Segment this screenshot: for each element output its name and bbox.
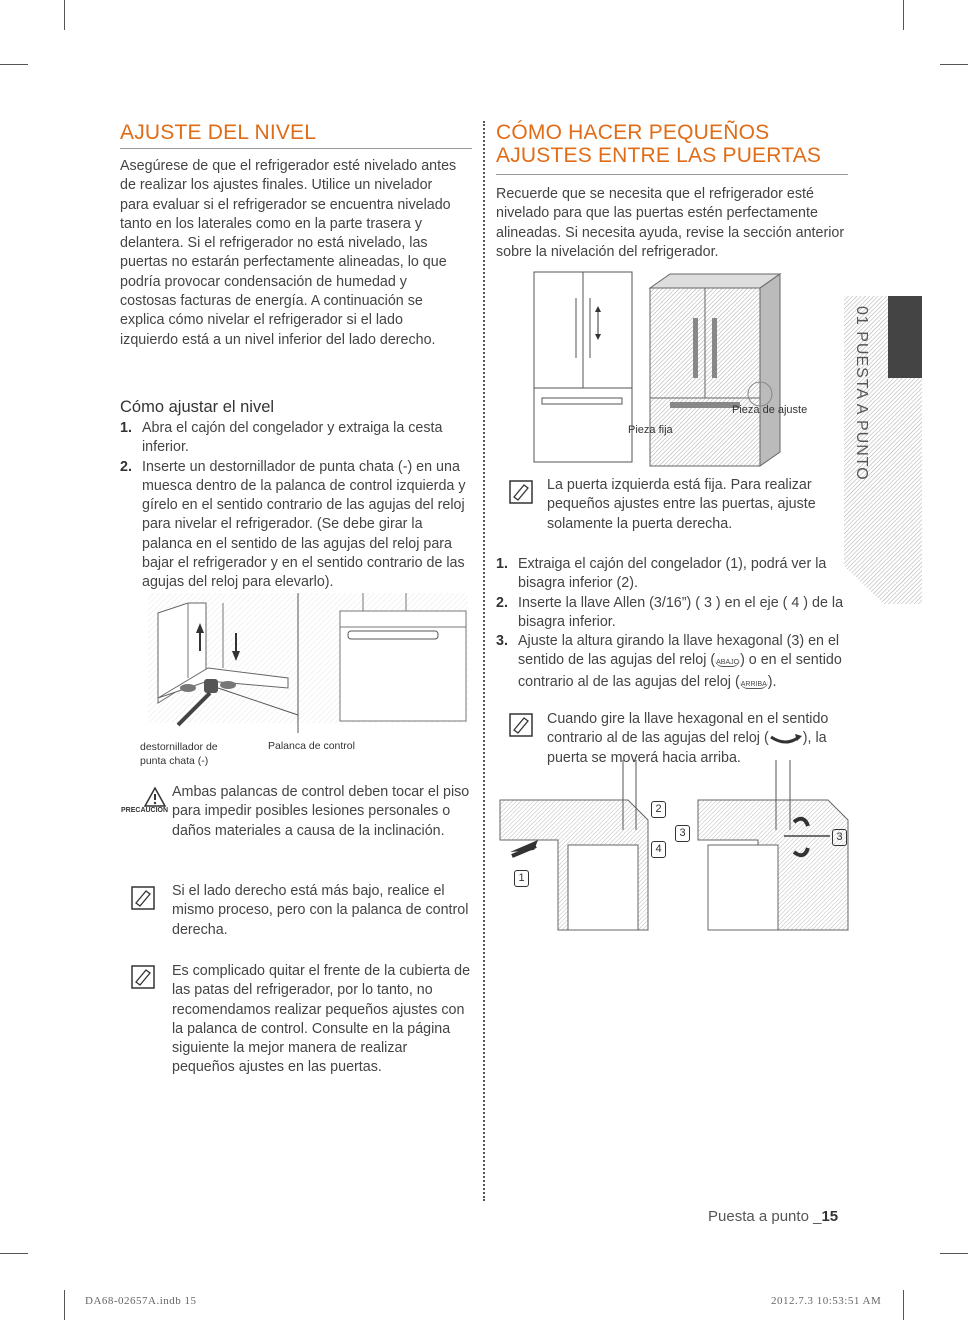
level-intro (120, 157, 462, 350)
callout-ref: 3 (703, 594, 712, 611)
crop-mark (903, 0, 904, 30)
title-line: CÓMO HACER PEQUEÑOS (496, 121, 770, 144)
figure-caption-screwdriver (140, 740, 218, 768)
counterclockwise-arrow-icon: ARRIBA (740, 680, 767, 688)
step-text: Inserte la llave Allen (3/16”) ( (518, 594, 704, 611)
callout-ref: 2 (621, 575, 630, 592)
step-text: ). (767, 673, 777, 690)
page-number: 15 (821, 1208, 839, 1225)
label-adjustable-part: Pieza de ajuste (732, 404, 808, 416)
caption-line: punta chata (-) (140, 755, 209, 767)
list-item (120, 458, 472, 593)
step-number: 2. (496, 594, 508, 611)
crop-mark (64, 0, 65, 30)
callout-badge: 2 (651, 801, 666, 818)
crop-mark (0, 64, 28, 65)
note-text: ), la puerta se moverá hacia arriba. (547, 730, 827, 766)
step-number: 3. (496, 633, 508, 650)
chapter-side-tab (844, 296, 922, 604)
crop-mark (64, 1290, 65, 1320)
note-icon (131, 886, 155, 910)
side-tab-label: 01 PUESTA A PUNTO (853, 306, 870, 481)
crop-mark (940, 64, 968, 65)
step-text: ) en el eje ( (711, 594, 792, 611)
note-text: Cuando gire la llave hexagonal en el sentido contrario al de las agujas del reloj ( (547, 711, 829, 747)
note-right-side-lower: Si el lado derecho está más bajo, realice el mismo proceso, pero con la palanca de control derecha. (172, 883, 469, 938)
list-item (120, 419, 472, 458)
step-number: 1. (496, 556, 508, 572)
note-icon (509, 480, 533, 504)
figure-caption-control-lever: Palanca de control (268, 740, 355, 752)
callout-ref: 4 (791, 594, 800, 611)
level-intro-text: Asegúrese de que el refrigerador esté nivelado antes de realizar los ajustes finales. Utilice un nivelador para evaluar si el refrigerador se encuentra nivelado tanto en los laterales como en la parte trasera y delantera. Si el refrigerador no está nivelado, las puertas no estarán perfectamente alineadas, lo que podría provocar condensación de humedad y costosas facturas de energía. A continuación se explica cómo nivelar el refrigerador si el lado izquierdo está a un nivel inferior del lado derecho. (120, 158, 457, 348)
print-file-info: DA68-02657A.indb 15 (85, 1295, 197, 1307)
clockwise-arrow-icon: ABAJO (716, 659, 740, 667)
note-icon (509, 713, 533, 737)
section-title-door-adjust (496, 121, 821, 167)
note-left-door-fixed: La puerta izquierda está fija. Para realizar pequeños ajustes entre las puertas, ajuste solamente la puerta derecha. (547, 477, 816, 532)
label-fixed-part: Pieza fija (628, 424, 673, 436)
print-date-info: 2012.7.3 10:53:51 AM (771, 1295, 882, 1307)
step-text: ). (629, 575, 638, 592)
crop-mark (903, 1290, 904, 1320)
counterclockwise-arrow-icon (769, 733, 803, 745)
fridge-doors-illustration (530, 268, 830, 468)
step-text: ), podrá ver la bisagra inferior ( (518, 556, 827, 592)
step-number: 1. (120, 420, 132, 436)
caution-label: PRECAUCIÓN (121, 807, 169, 814)
crop-mark (0, 1253, 28, 1254)
callout-ref: 3 (791, 633, 800, 650)
level-steps-list (120, 419, 472, 593)
hinge-adjust-illustration (498, 760, 854, 936)
door-intro: Recuerde que se necesita que el refrigerador esté nivelado para que las puertas estén perfectamente alineadas. Si necesita ayuda, revise la sección anterior sobre la nivelación del refrigerador. (496, 186, 845, 260)
note-cover-removal: Es complicado quitar el frente de la cubierta de las patas del refrigerador, por lo tanto, no recomendamos realizar pequeños ajustes con la palanca de control. Consulte en la página siguiente la mejor manera de realizar pequeños ajustes en las puertas. (172, 963, 471, 1076)
door-steps-list (496, 555, 848, 694)
step-text: ) de la bisagra inferior. (518, 594, 844, 630)
callout-ref: 1 (730, 556, 739, 572)
callout-badge: 3 (675, 825, 690, 842)
step-text: Ajuste la altura girando la llave hexagonal ( (518, 633, 792, 650)
title-rule (496, 174, 848, 175)
page-footer-number (708, 1208, 838, 1225)
title-rule (120, 148, 472, 149)
list-item (496, 594, 848, 633)
caption-line: destornillador de (140, 741, 218, 753)
list-item (496, 632, 848, 694)
callout-badge: 1 (514, 870, 529, 887)
step-text: ) o en el sentido contrario al de las agujas del reloj ( (518, 652, 842, 690)
column-divider (483, 121, 485, 1201)
callout-badge: 3 (832, 829, 847, 846)
title-line: AJUSTES ENTRE LAS PUERTAS (496, 144, 822, 167)
list-item (496, 555, 848, 594)
step-number: 2. (120, 458, 132, 475)
section-title-level: AJUSTE DEL NIVEL (120, 121, 317, 144)
step-text: Extraiga el cajón del congelador ( (518, 556, 731, 572)
warning-triangle-icon (144, 787, 166, 807)
note-icon (131, 965, 155, 989)
caution-text: Ambas palancas de control deben tocar el piso para impedir posibles lesiones personales o daños materiales a causa de la inclinación. (172, 784, 470, 839)
page-label: Puesta a punto _ (708, 1208, 822, 1225)
leveling-illustration (148, 593, 468, 733)
step-text: ) en el sentido de las agujas del reloj ( (518, 633, 840, 669)
crop-mark (940, 1253, 968, 1254)
step-text: Abra el cajón del congelador y extraiga la cesta inferior. (142, 420, 443, 456)
step-text: Inserte un destornillador de punta chata (-) en una muesca dentro de la palanca de control izquierda y gírelo en el sentido contrario de las agujas del reloj para nivelar el refrigerador. (Se debe girar la palanca en el sentido de las agujas del reloj para bajar el refrigerador y en el sentido contrario de las agujas del reloj para elevarlo). (142, 458, 466, 591)
callout-badge: 4 (651, 841, 666, 858)
subtitle-adjust-level: Cómo ajustar el nivel (120, 398, 275, 416)
